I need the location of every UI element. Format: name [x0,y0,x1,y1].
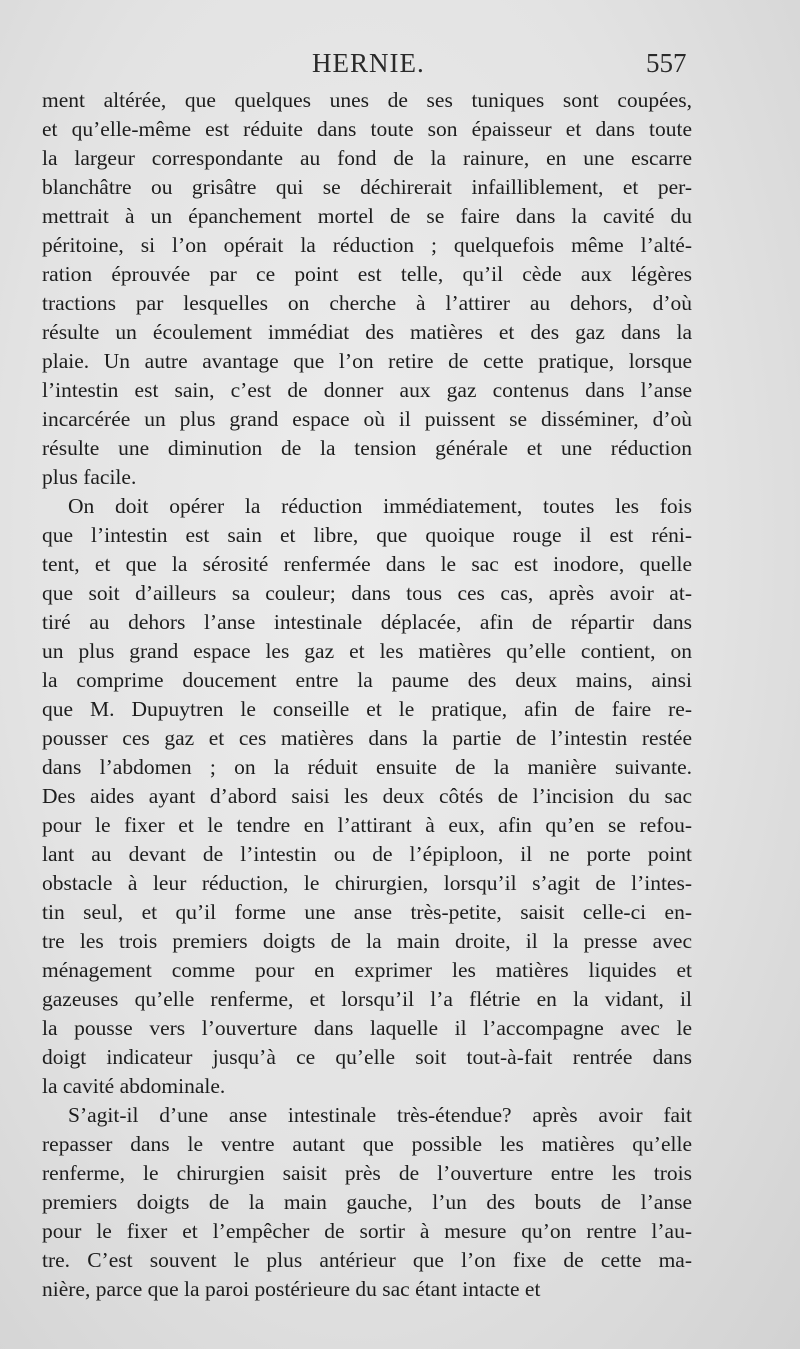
text-line: obstacle à leur réduction, le chirurgien, lorsqu’il s’agit de l’intes- [42,871,692,895]
text-line: la comprime doucement entre la paume des deux mains, ainsi [42,668,692,692]
text-line: plus facile. [42,465,137,489]
body-text [42,86,692,1304]
text-line: blanchâtre ou grisâtre qui se déchirerait infailliblement, et per- [42,175,692,199]
text-line: la largeur correspondante au fond de la rainure, en une escarre [42,146,692,170]
paragraph [42,86,692,492]
text-line: tre. C’est souvent le plus antérieur que l’on fixe de cette ma- [42,1248,692,1272]
text-line: l’intestin est sain, c’est de donner aux gaz contenus dans l’anse [42,378,692,402]
text-line: Des aides ayant d’abord saisi les deux côtés de l’incision du sac [42,784,692,808]
running-title: HERNIE. [312,48,425,78]
text-line: ménagement comme pour en exprimer les matières liquides et [42,958,692,982]
text-line: tin seul, et qu’il forme une anse très-petite, saisit celle-ci en- [42,900,692,924]
page-number: 557 [646,48,687,78]
text-line: renferme, le chirurgien saisit près de l’ouverture entre les trois [42,1161,692,1185]
text-line: plaie. Un autre avantage que l’on retire de cette pratique, lorsque [42,349,692,373]
text-line: tiré au dehors l’anse intestinale déplacée, afin de répartir dans [42,610,692,634]
text-line: pour le fixer et le tendre en l’attirant à eux, afin qu’en se refou- [42,813,692,837]
text-line: S’agit-il d’une anse intestinale très-étendue? après avoir fait [68,1103,692,1127]
text-line: tre les trois premiers doigts de la main droite, il la presse avec [42,929,692,953]
text-line: un plus grand espace les gaz et les matières qu’elle contient, on [42,639,692,663]
text-line: dans l’abdomen ; on la réduit ensuite de la manière suivante. [42,755,692,779]
page-header [0,48,800,84]
text-line: résulte un écoulement immédiat des matières et des gaz dans la [42,320,692,344]
text-line: premiers doigts de la main gauche, l’un des bouts de l’anse [42,1190,692,1214]
text-line: tent, et que la sérosité renfermée dans le sac est inodore, quelle [42,552,692,576]
text-line: lant au devant de l’intestin ou de l’épiploon, il ne porte point [42,842,692,866]
text-line: résulte une diminution de la tension générale et une réduction [42,436,692,460]
text-line: que soit d’ailleurs sa couleur; dans tous ces cas, après avoir at- [42,581,692,605]
text-line: incarcérée un plus grand espace où il puissent se disséminer, d’où [42,407,692,431]
text-line: mettrait à un épanchement mortel de se faire dans la cavité du [42,204,692,228]
text-line: ration éprouvée par ce point est telle, qu’il cède aux légères [42,262,692,286]
text-line: que M. Dupuytren le conseille et le pratique, afin de faire re- [42,697,692,721]
text-line: pour le fixer et l’empêcher de sortir à mesure qu’on rentre l’au- [42,1219,692,1243]
text-line: pousser ces gaz et ces matières dans la partie de l’intestin restée [42,726,692,750]
text-line: péritoine, si l’on opérait la réduction ; quelquefois même l’alté- [42,233,692,257]
paragraph [42,1101,692,1304]
text-line: la cavité abdominale. [42,1074,226,1098]
text-line: que l’intestin est sain et libre, que quoique rouge il est réni- [42,523,692,547]
text-line: la pousse vers l’ouverture dans laquelle il l’accompagne avec le [42,1016,692,1040]
text-line: ment altérée, que quelques unes de ses tuniques sont coupées, [42,88,692,112]
text-line: On doit opérer la réduction immédiatement, toutes les fois [68,494,692,518]
text-line: doigt indicateur jusqu’à ce qu’elle soit tout-à-fait rentrée dans [42,1045,692,1069]
text-line: repasser dans le ventre autant que possible les matières qu’elle [42,1132,692,1156]
text-line: tractions par lesquelles on cherche à l’attirer au dehors, d’où [42,291,692,315]
text-line: gazeuses qu’elle renferme, et lorsqu’il l’a flétrie en la vidant, il [42,987,692,1011]
text-line: nière, parce que la paroi postérieure du sac étant intacte et [42,1277,541,1301]
text-line: et qu’elle-même est réduite dans toute son épaisseur et dans toute [42,117,692,141]
paragraph [42,492,692,1101]
